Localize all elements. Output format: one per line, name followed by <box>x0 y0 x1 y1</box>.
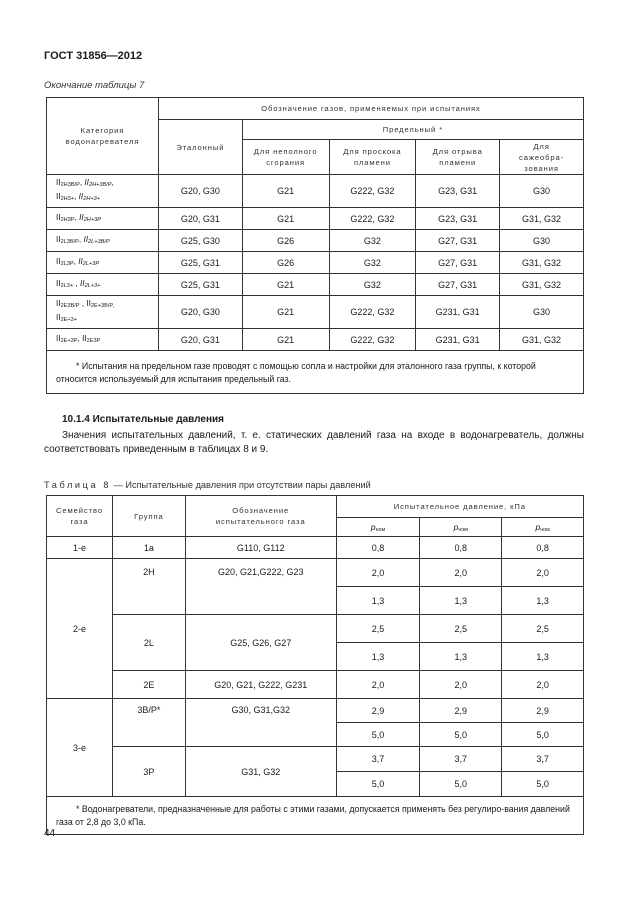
group-cell: 1a <box>112 537 185 559</box>
pressure-cell: 2,0 <box>502 671 584 699</box>
document-header: ГОСТ 31856—2012 <box>44 50 143 62</box>
family-header: Семейство газа <box>47 496 113 537</box>
pressure-cell: 2,9 <box>502 699 584 723</box>
pressure-cell: 2,0 <box>502 559 584 587</box>
limit-cell: G31, G32 <box>500 329 584 351</box>
pressure-header: Испытательное давление, кПа <box>336 496 583 518</box>
family-cell: 2-е <box>47 559 113 699</box>
category-cell: $II_{2E+3P}$, $II_{2E3P}$ <box>47 329 159 351</box>
gas-header: Обозначение испытательного газа <box>185 496 336 537</box>
gas-cell: G31, G32 <box>185 747 336 797</box>
p-nom-header: $p_{ном}$ <box>420 518 502 537</box>
category-cell: $II_{2H3P}$, $II_{2H+3P}$ <box>47 208 159 230</box>
family-cell: 1-е <box>47 537 113 559</box>
pressure-cell: 2,5 <box>502 615 584 643</box>
pressure-cell: 2,0 <box>336 559 420 587</box>
pressure-cell: 5,0 <box>502 723 584 747</box>
limit-cell: G23, G31 <box>416 175 500 208</box>
pressure-cell: 2,5 <box>336 615 420 643</box>
pressure-cell: 3,7 <box>502 747 584 772</box>
pressure-cell: 1,3 <box>420 587 502 615</box>
pressure-cell: 1,3 <box>336 587 420 615</box>
limit-cell: G30 <box>500 175 584 208</box>
ref-cell: G25, G30 <box>158 230 242 252</box>
group-cell: 2L <box>112 615 185 671</box>
pressure-cell: 1,3 <box>336 643 420 671</box>
gas-cell: G20, G21, G222, G231 <box>185 671 336 699</box>
category-header: Категория водонагревателя <box>47 98 159 175</box>
limit-col-liftoff: Для отрыва пламени <box>416 140 500 175</box>
pressure-cell: 5,0 <box>420 772 502 797</box>
pressure-cell: 1,3 <box>502 587 584 615</box>
pressure-cell: 0,8 <box>336 537 420 559</box>
gas-cell: G20, G21,G222, G23 <box>185 559 336 615</box>
pressure-cell: 0,8 <box>420 537 502 559</box>
section-text: Значения испытательных давлений, т. е. статических давлений газа на входе в водонагреватель, должны соответствовать приведенным в таблицах 8 и 9. <box>44 430 584 455</box>
gas-cell: G110, G112 <box>185 537 336 559</box>
page-number: 44 <box>44 828 56 839</box>
gas-cell: G30, G31,G32 <box>185 699 336 747</box>
pressure-cell: 3,7 <box>420 747 502 772</box>
category-cell: $II_{2H3B/P}$, $II_{2H+3B/P}$, $II_{2H3+}$, $II_{2H+3+}$ <box>47 175 159 208</box>
ref-cell: G25, G31 <box>158 274 242 296</box>
limit-cell: G26 <box>242 230 329 252</box>
table-7 <box>46 97 584 394</box>
limit-cell: G21 <box>242 296 329 329</box>
pressure-cell: 1,3 <box>420 643 502 671</box>
table8-caption: Таблица 8 — Испытательные давления при отсутствии пары давлений <box>44 480 371 490</box>
table8-footnote: * Водонагреватели, предназначенные для работы с этими газами, допускается применять без регулиро-вания давлений газа от 2,8 до 3,0 кПа. <box>47 797 584 835</box>
pressure-cell: 2,9 <box>420 699 502 723</box>
pressure-cell: 2,0 <box>420 671 502 699</box>
pressure-cell: 2,9 <box>336 699 420 723</box>
pressure-cell: 5,0 <box>502 772 584 797</box>
group-header: Группа <box>112 496 185 537</box>
pressure-cell: 2,0 <box>336 671 420 699</box>
limit-cell: G21 <box>242 274 329 296</box>
pressure-cell: 1,3 <box>502 643 584 671</box>
limit-cell: G32 <box>329 252 416 274</box>
limit-cell: G222, G32 <box>329 296 416 329</box>
p-nom-header: $p_{ном}$ <box>336 518 420 537</box>
table7-caption: Окончание таблицы 7 <box>44 80 145 91</box>
limit-cell: G31, G32 <box>500 274 584 296</box>
pressure-cell: 5,0 <box>420 723 502 747</box>
pressure-cell: 2,5 <box>420 615 502 643</box>
limit-cell: G21 <box>242 175 329 208</box>
section-title: 10.1.4 Испытательные давления <box>62 414 224 425</box>
limit-cell: G222, G32 <box>329 208 416 230</box>
limit-cell: G30 <box>500 230 584 252</box>
limit-col-flashback: Для проскока пламени <box>329 140 416 175</box>
pressure-cell: 5,0 <box>336 723 420 747</box>
limit-cell: G31, G32 <box>500 208 584 230</box>
limit-cell: G231, G31 <box>416 329 500 351</box>
limit-cell: G21 <box>242 329 329 351</box>
category-cell: $II_{2L3P}$, $II_{2L+3P}$ <box>47 252 159 274</box>
limit-cell: G31, G32 <box>500 252 584 274</box>
limit-cell: G27, G31 <box>416 274 500 296</box>
pressure-cell: 0,8 <box>502 537 584 559</box>
limit-cell: G26 <box>242 252 329 274</box>
limit-col-soot: Для сажеобра-зования <box>500 140 584 175</box>
family-cell: 3-е <box>47 699 113 797</box>
category-cell: $II_{2E3B/P}$ , $II_{2E+3B/P,}$ $II_{2E+3+}$ <box>47 296 159 329</box>
table7-footnote: * Испытания на предельном газе проводят с помощью сопла и настройки для эталонного газа группы, к которой относится используемый для испытания предельный газ. <box>47 351 584 394</box>
gases-header: Обозначение газов, применяемых при испытаниях <box>158 98 583 120</box>
category-cell: $II_{2L3+}$ , $II_{2L+3+}$ <box>47 274 159 296</box>
ref-cell: G20, G30 <box>158 296 242 329</box>
gas-cell: G25, G26, G27 <box>185 615 336 671</box>
category-cell: $II_{2L3B/P}$, $II_{2L+3B/P}$ <box>47 230 159 252</box>
group-cell: 2E <box>112 671 185 699</box>
limit-col-incomplete: Для неполного сгорания <box>242 140 329 175</box>
limit-cell: G222, G32 <box>329 175 416 208</box>
table-8 <box>46 495 584 835</box>
group-cell: 3B/P* <box>112 699 185 747</box>
reference-header: Эталонный <box>158 120 242 175</box>
limit-cell: G27, G31 <box>416 252 500 274</box>
group-cell: 2H <box>112 559 185 615</box>
ref-cell: G20, G31 <box>158 329 242 351</box>
limit-cell: G21 <box>242 208 329 230</box>
limit-cell: G231, G31 <box>416 296 500 329</box>
ref-cell: G20, G30 <box>158 175 242 208</box>
limit-cell: G27, G31 <box>416 230 500 252</box>
limit-header: Предельный * <box>242 120 583 140</box>
limit-cell: G30 <box>500 296 584 329</box>
limit-cell: G23, G31 <box>416 208 500 230</box>
group-cell: 3P <box>112 747 185 797</box>
limit-cell: G222, G32 <box>329 329 416 351</box>
limit-cell: G32 <box>329 274 416 296</box>
pressure-cell: 5,0 <box>336 772 420 797</box>
pressure-cell: 3,7 <box>336 747 420 772</box>
limit-cell: G32 <box>329 230 416 252</box>
ref-cell: G25, G31 <box>158 252 242 274</box>
pressure-cell: 2,0 <box>420 559 502 587</box>
ref-cell: G20, G31 <box>158 208 242 230</box>
p-nom-header: $p_{ном}$ <box>502 518 584 537</box>
